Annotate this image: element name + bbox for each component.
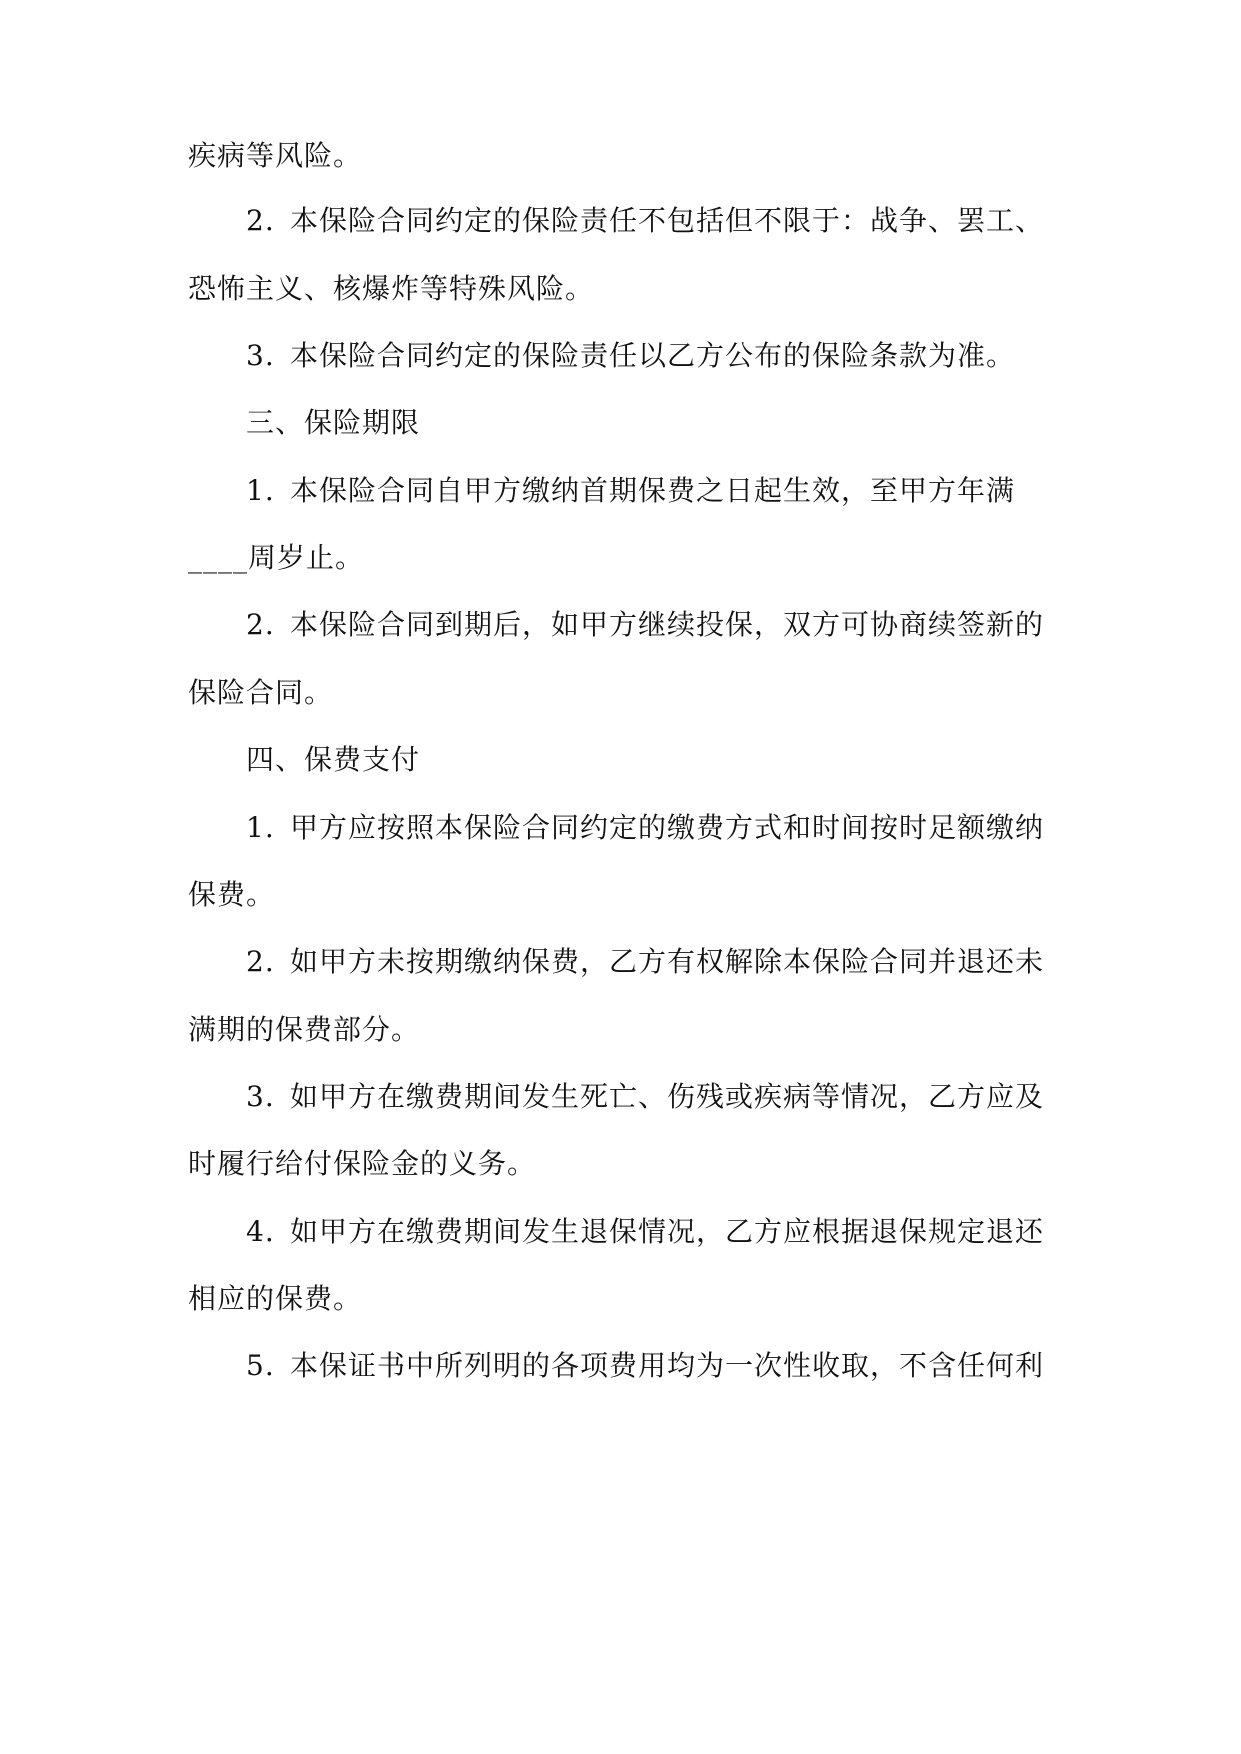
clause-number: 3. — [246, 339, 275, 372]
paragraph-line: 相应的保费。 — [188, 1282, 363, 1315]
clause-number: 4. — [246, 1215, 275, 1248]
clause-text: 如甲方在缴费期间发生退保情况，乙方应根据退保规定退还 — [290, 1215, 1045, 1248]
clause-text: 本保险合同自甲方缴纳首期保费之日起生效，至甲方年满 — [290, 474, 1016, 507]
clause-number: 1. — [246, 474, 275, 507]
clause-1 — [246, 473, 1015, 509]
paragraph-line: 恐怖主义、核爆炸等特殊风险。 — [188, 272, 595, 305]
clause-text: 本保险合同约定的保险责任不包括但不限于：战争、罢工、 — [290, 204, 1045, 237]
clause-3 — [246, 1079, 1044, 1115]
clause-number: 2. — [246, 945, 275, 978]
clause-1 — [246, 810, 1044, 846]
clause-text: 本保险合同到期后，如甲方继续投保，双方可协商续签新的 — [290, 608, 1045, 641]
clause-5 — [246, 1348, 1044, 1384]
clause-number: 1. — [246, 811, 275, 844]
section-heading-insurance-period: 三、保险期限 — [246, 406, 421, 439]
paragraph-line: 保险合同。 — [188, 676, 334, 709]
clause-2 — [246, 607, 1044, 643]
clause-number: 2. — [246, 608, 275, 641]
clause-number: 2. — [246, 204, 275, 237]
clause-text: 如甲方在缴费期间发生死亡、伤残或疾病等情况，乙方应及 — [290, 1080, 1045, 1113]
paragraph-line: 疾病等风险。 — [188, 139, 363, 172]
clause-3 — [246, 338, 1015, 374]
clause-text: 本保证书中所列明的各项费用均为一次性收取，不含任何利 — [290, 1349, 1045, 1382]
clause-number: 5. — [246, 1349, 275, 1382]
clause-text: 本保险合同约定的保险责任以乙方公布的保险条款为准。 — [290, 339, 1016, 372]
paragraph-line: ____周岁止。 — [188, 541, 365, 574]
clause-number: 3. — [246, 1080, 275, 1113]
paragraph-line: 满期的保费部分。 — [188, 1013, 421, 1046]
clause-2 — [246, 203, 1044, 239]
clause-text: 甲方应按照本保险合同约定的缴费方式和时间按时足额缴纳 — [290, 811, 1045, 844]
clause-2 — [246, 944, 1044, 980]
clause-4 — [246, 1214, 1044, 1250]
paragraph-line: 时履行给付保险金的义务。 — [188, 1147, 537, 1180]
section-heading-premium-payment: 四、保费支付 — [246, 743, 421, 776]
paragraph-line: 保费。 — [188, 878, 276, 911]
clause-text: 如甲方未按期缴纳保费，乙方有权解除本保险合同并退还未 — [290, 945, 1045, 978]
